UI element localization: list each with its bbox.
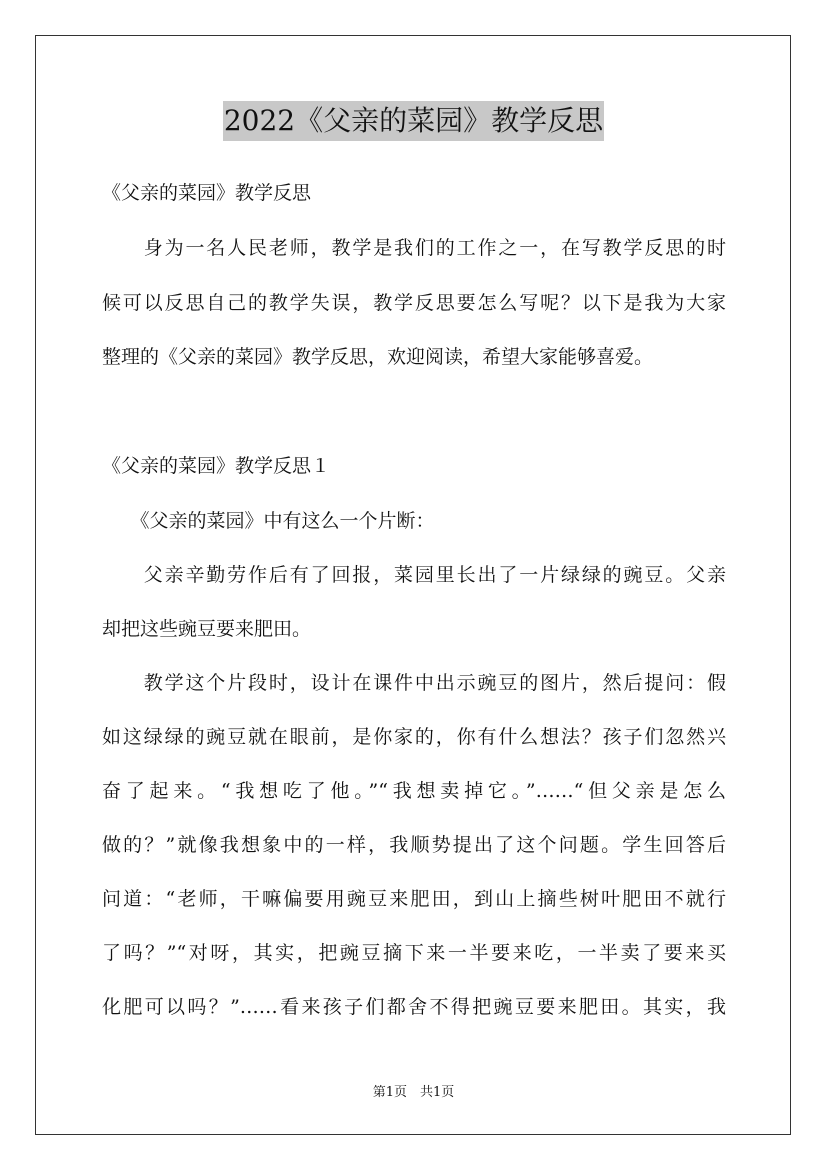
paragraph-line: 教学这个片段时，设计在课件中出示豌豆的图片，然后提问：假 bbox=[102, 672, 726, 694]
section-heading: 《父亲的菜园》教学反思 bbox=[102, 182, 312, 204]
paragraph-line: 却把这些豌豆要来肥田。 bbox=[102, 618, 312, 640]
paragraph-line: 化肥可以吗？”……看来孩子们都舍不得把豌豆要来肥田。其实，我 bbox=[102, 996, 726, 1018]
paragraph-line: 《父亲的菜园》中有这么一个片断： bbox=[102, 510, 435, 532]
paragraph-line: 了吗？”“对呀，其实，把豌豆摘下来一半要来吃，一半卖了要来买 bbox=[102, 942, 726, 964]
paragraph-line: 做的？”就像我想象中的一样，我顺势提出了这个问题。学生回答后 bbox=[102, 834, 726, 856]
paragraph-line: 奋了起来。“我想吃了他。”“我想卖掉它。”……“但父亲是怎么 bbox=[102, 780, 726, 802]
title-container bbox=[0, 101, 827, 141]
document-title: 2022《父亲的菜园》教学反思 bbox=[223, 101, 604, 141]
section-heading: 《父亲的菜园》教学反思１ bbox=[102, 455, 331, 477]
paragraph-line: 候可以反思自己的教学失误，教学反思要怎么写呢？以下是我为大家 bbox=[102, 292, 726, 314]
paragraph-line: 整理的《父亲的菜园》教学反思，欢迎阅读，希望大家能够喜爱。 bbox=[102, 346, 654, 368]
paragraph-line: 身为一名人民老师，教学是我们的工作之一，在写教学反思的时 bbox=[102, 237, 726, 259]
paragraph-line: 父亲辛勤劳作后有了回报，菜园里长出了一片绿绿的豌豆。父亲 bbox=[102, 564, 726, 586]
paragraph-line: 问道：“老师，干嘛偏要用豌豆来肥田，到山上摘些树叶肥田不就行 bbox=[102, 888, 726, 910]
paragraph-line: 如这绿绿的豌豆就在眼前，是你家的，你有什么想法？孩子们忽然兴 bbox=[102, 726, 726, 748]
page-footer: 第1页 共1页 bbox=[372, 1085, 455, 1100]
